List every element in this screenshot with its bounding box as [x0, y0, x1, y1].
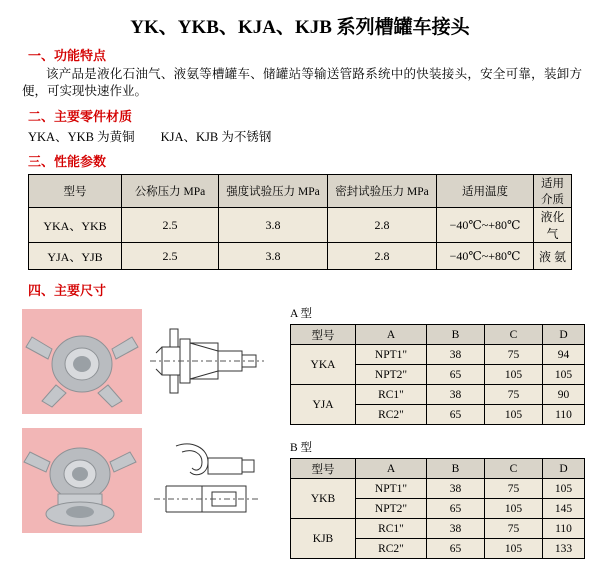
- drawing-coupling-b: [146, 428, 268, 533]
- figure-column: [22, 309, 272, 541]
- cell-d: 133: [543, 539, 585, 559]
- dimensions-area: [0, 305, 600, 555]
- cell-a: RC2": [356, 539, 427, 559]
- cell-nominal-pressure: 2.5: [122, 208, 219, 243]
- cell-a: NPT2": [356, 365, 427, 385]
- figure-row-b: [22, 428, 272, 533]
- cell-c: 75: [485, 385, 543, 405]
- cell-b: 38: [427, 345, 485, 365]
- col-header-model: 型号: [291, 325, 356, 345]
- col-header-b: B: [427, 459, 485, 479]
- material-left: YKA、YKB 为黄铜: [28, 130, 135, 144]
- cell-model: KJB: [291, 519, 356, 559]
- cell-b: 38: [427, 385, 485, 405]
- cell-d: 145: [543, 499, 585, 519]
- cell-b: 65: [427, 365, 485, 385]
- cell-a: NPT2": [356, 499, 427, 519]
- cell-model: YJA、YJB: [29, 243, 122, 270]
- cell-a: RC1": [356, 385, 427, 405]
- table-header-row: [291, 459, 585, 479]
- cell-temperature: −40℃~+80℃: [437, 243, 534, 270]
- section-heading-features: 一、功能特点: [28, 48, 107, 63]
- cell-b: 65: [427, 539, 485, 559]
- col-header-model: 型号: [29, 175, 122, 208]
- col-header-medium: 适用介质: [534, 175, 572, 208]
- material-line: [28, 127, 600, 145]
- table-header-row: [291, 325, 585, 345]
- dimension-tables: [290, 305, 590, 573]
- cell-c: 75: [485, 479, 543, 499]
- col-header-d: D: [543, 459, 585, 479]
- cell-d: 110: [543, 405, 585, 425]
- cell-a: NPT1": [356, 479, 427, 499]
- col-header-b: B: [427, 325, 485, 345]
- cell-b: 65: [427, 405, 485, 425]
- cell-c: 75: [485, 519, 543, 539]
- material-right: KJA、KJB 为不锈钢: [160, 130, 272, 144]
- dimension-table-b: [290, 458, 585, 559]
- cell-a: RC2": [356, 405, 427, 425]
- performance-table: [28, 174, 572, 270]
- cell-model: YKA、YKB: [29, 208, 122, 243]
- cell-strength-pressure: 3.8: [219, 208, 328, 243]
- section-heading-dimensions: 四、主要尺寸: [28, 283, 107, 298]
- cell-c: 105: [485, 365, 543, 385]
- col-header-model: 型号: [291, 459, 356, 479]
- cell-d: 90: [543, 385, 585, 405]
- col-header-temperature: 适用温度: [437, 175, 534, 208]
- features-paragraph: 该产品是液化石油气、液氨等槽罐车、储罐站等输送管路系统中的快装接头，安全可靠，装卸方便，可实现快速作业。: [22, 67, 582, 98]
- table-row: [291, 385, 585, 405]
- cell-seal-pressure: 2.8: [328, 243, 437, 270]
- cell-seal-pressure: 2.8: [328, 208, 437, 243]
- type-b-label: B 型: [290, 442, 313, 454]
- cell-model: YJA: [291, 385, 356, 425]
- col-header-c: C: [485, 325, 543, 345]
- cell-d: 105: [543, 479, 585, 499]
- dimension-table-a: [290, 324, 585, 425]
- cell-model: YKA: [291, 345, 356, 385]
- cell-b: 38: [427, 479, 485, 499]
- cell-c: 75: [485, 345, 543, 365]
- figure-row-a: [22, 309, 272, 414]
- cell-c: 105: [485, 405, 543, 425]
- cell-a: NPT1": [356, 345, 427, 365]
- cell-a: RC1": [356, 519, 427, 539]
- col-header-d: D: [543, 325, 585, 345]
- type-a-label: A 型: [290, 308, 313, 320]
- cell-model: YKB: [291, 479, 356, 519]
- drawing-coupling-a: [146, 309, 268, 414]
- photo-coupling-a: [22, 309, 142, 414]
- col-header-a: A: [356, 325, 427, 345]
- cell-strength-pressure: 3.8: [219, 243, 328, 270]
- section-heading-performance: 三、性能参数: [28, 154, 107, 169]
- cell-d: 110: [543, 519, 585, 539]
- table-header-row: [29, 175, 572, 208]
- col-header-c: C: [485, 459, 543, 479]
- photo-coupling-b: [22, 428, 142, 533]
- page-title: YK、YKB、KJA、KJB 系列槽罐车接头: [130, 17, 470, 38]
- table-row: [291, 345, 585, 365]
- cell-temperature: −40℃~+80℃: [437, 208, 534, 243]
- document-page: [0, 12, 600, 555]
- section-heading-material: 二、主要零件材质: [28, 109, 133, 124]
- col-header-seal-pressure: 密封试验压力 MPa: [328, 175, 437, 208]
- cell-b: 38: [427, 519, 485, 539]
- cell-medium: 液化气: [534, 208, 572, 243]
- table-row: [291, 519, 585, 539]
- cell-nominal-pressure: 2.5: [122, 243, 219, 270]
- cell-d: 105: [543, 365, 585, 385]
- col-header-a: A: [356, 459, 427, 479]
- cell-c: 105: [485, 499, 543, 519]
- cell-c: 105: [485, 539, 543, 559]
- cell-b: 65: [427, 499, 485, 519]
- cell-medium: 液 氨: [534, 243, 572, 270]
- cell-d: 94: [543, 345, 585, 365]
- table-row: [29, 243, 572, 270]
- col-header-nominal-pressure: 公称压力 MPa: [122, 175, 219, 208]
- col-header-strength-pressure: 强度试验压力 MPa: [219, 175, 328, 208]
- table-row: [29, 208, 572, 243]
- table-row: [291, 479, 585, 499]
